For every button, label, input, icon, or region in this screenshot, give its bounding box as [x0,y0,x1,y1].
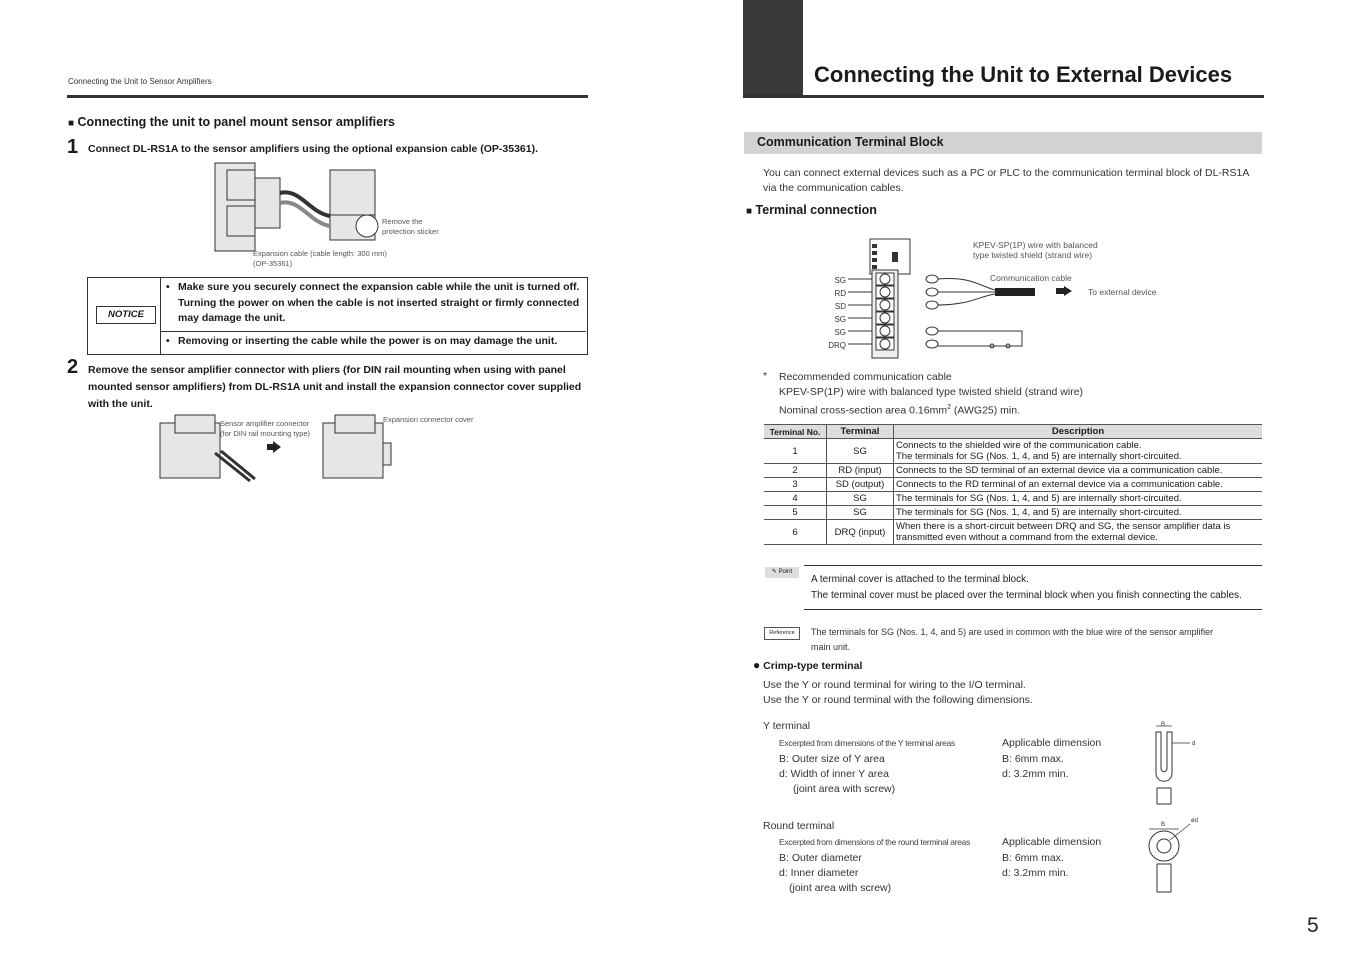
table-row: 6 DRQ (input) When there is a short-circuit between DRQ and SG, the sensor amplifier data is transmitted even without a command from the external device. [764,520,1262,545]
section-title: ■ Connecting the unit to panel mount sensor amplifiers [68,115,395,129]
notice-item: • Removing or inserting the cable while the power is on may damage the unit. [164,334,582,350]
svg-text:ød: ød [1191,818,1199,824]
notice-box [87,277,588,355]
round-terminal-title: Round terminal [763,820,835,832]
y-applicable: Applicable dimension [1002,737,1102,749]
terminal-labels: SG RD SD SG SG DRQ [828,276,846,350]
round-dimensions-left: B: Outer diameter d: Inner diameter (joint area with screw) [779,852,892,894]
expansion-cable-figure [205,158,385,258]
y-dimensions-right: B: 6mm max. d: 3.2mm min. [1002,753,1069,780]
cable-note: Recommended communication cable KPEV-SP(1P) wire with balanced type twisted shield (strand wire) Nominal cross-section area $0.16mm^2$ (AWG25) min. [779,371,1084,417]
step-2-number: 2 [67,356,79,378]
notice-label: NOTICE [96,306,156,324]
table-row: 3 SD (output) Connects to the RD terminal of an external device via a communication cable. [764,478,1262,492]
svg-text:d: d [1192,741,1196,747]
round-excerpt: Excerpted from dimensions of the round terminal areas [779,837,971,847]
title-tab [743,0,803,96]
page-number: 5 [1307,914,1319,937]
svg-text:B: B [1161,722,1166,728]
intro-paragraph: You can connect external devices such as a PC or PLC to the communication terminal block of DL-RS1A via the communication cables. [763,167,1249,194]
col-terminal: Terminal [827,425,894,439]
table-row: 4 SG The terminals for SG (Nos. 1, 4, and 5) are internally short-circuited. [764,492,1262,506]
wire-type-label: KPEV-SP(1P) wire with balanced type twisted shield (strand wire) [973,240,1098,260]
pencil-icon: ✎ [771,569,777,575]
table-row: 1 SG Connects to the shielded wire of the communication cable. The terminals for SG (Nos. 1, 4, and 5) are internally short-circuited. [764,439,1262,464]
square-bullet-icon: ■ [746,206,753,217]
round-terminal-figure [1140,814,1206,896]
y-excerpt: Excerpted from dimensions of the Y terminal areas [779,738,955,748]
section-heading: Communication Terminal Block [744,132,1262,154]
step-1-number: 1 [67,136,79,158]
round-applicable: Applicable dimension [1002,836,1102,848]
point-badge: ✎ Point [765,567,799,578]
step-2-text: Remove the sensor amplifier connector with pliers (for DIN rail mounting when using with panel mounted sensor amplifiers) from DL-RS1A unit and install the expansion connector cover supplied with the unit. [88,364,582,410]
round-dimensions-right: B: 6mm max. d: 3.2mm min. [1002,852,1069,879]
communication-cable-label: Communication cable [990,273,1072,283]
y-dimensions-left: B: Outer size of Y area d: Width of inner Y area (joint area with screw) [779,753,896,795]
crimp-heading: ● Crimp-type terminal [753,658,863,672]
reference-note: The terminals for SG (Nos. 1, 4, and 5) are used in common with the blue wire of the sensor amplifier main unit. [811,627,1214,652]
terminal-table [764,424,1262,545]
terminal-connection-heading: ■ Terminal connection [746,203,877,217]
square-bullet-icon: ■ [68,118,75,129]
remove-sticker-label: Remove the protection sticker [382,217,439,236]
table-row: 2 RD (input) Connects to the SD terminal of an external device via a communication cable. [764,464,1262,478]
expansion-cable-label: Expansion cable (cable length: 300 mm) (OP-35361) [253,249,387,268]
connector-cover-label: Expansion connector cover [383,415,474,424]
amp-connector-label: Sensor amplifier connector (for DIN rail mounting type) [220,419,311,438]
circle-bullet-icon: ● [753,658,761,672]
col-terminal-no: Terminal No. [764,425,827,439]
external-device-label: To external device [1088,287,1157,297]
point-note: A terminal cover is attached to the terminal block. The terminal cover must be placed over the terminal block when you finish connecting the cables. [811,574,1242,601]
notice-item: • Make sure you securely connect the expansion cable while the unit is turned off. Turning the power on when the cable is not inserted straight or firmly connected may damage the unit. [164,280,582,327]
table-row: 5 SG The terminals for SG (Nos. 1, 4, and 5) are internally short-circuited. [764,506,1262,520]
note-star: * [763,370,768,382]
y-terminal-title: Y terminal [763,720,811,732]
col-description: Description [894,425,1263,439]
y-terminal-figure [1140,718,1200,808]
title-rule [743,95,1264,98]
header-rule [67,95,588,98]
page-title: Connecting the Unit to External Devices [814,62,1233,87]
reference-badge: Reference [764,627,800,640]
step-1-text: Connect DL-RS1A to the sensor amplifiers using the optional expansion cable (OP-35361). [88,143,539,155]
svg-text:B: B [1161,822,1166,828]
running-header: Connecting the Unit to Sensor Amplifiers [68,77,212,86]
crimp-intro: Use the Y or round terminal for wiring to the I/O terminal. Use the Y or round terminal with the following dimensions. [763,679,1033,706]
